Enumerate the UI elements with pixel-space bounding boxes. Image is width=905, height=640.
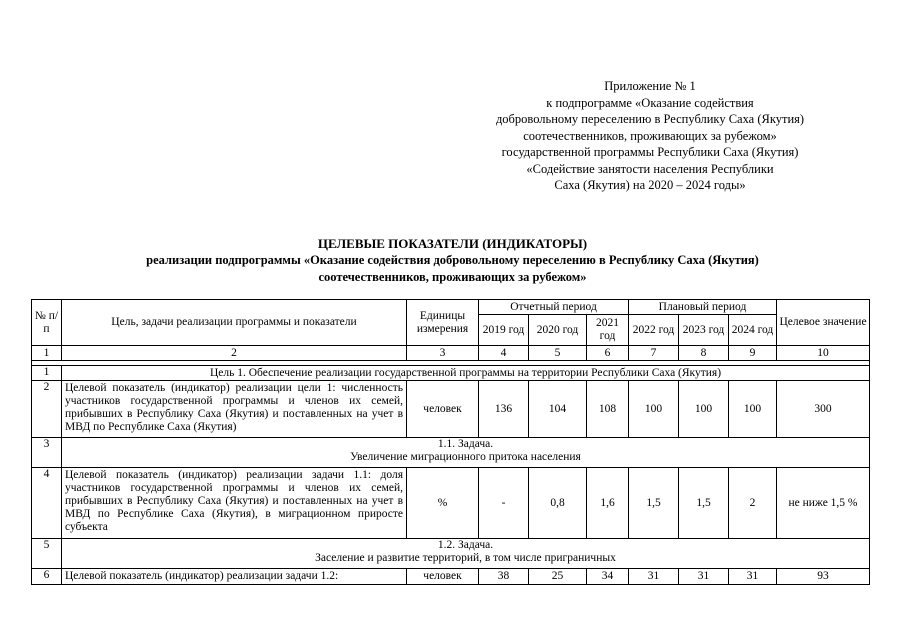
header-units: Единицы измерения <box>407 300 479 346</box>
header-year: 2020 год <box>529 315 587 346</box>
task-title: Увеличение миграционного притока населения <box>350 451 581 463</box>
document-subtitle-line-2: соотечественников, проживающих за рубежом» <box>318 270 587 284</box>
header-year: 2024 год <box>729 315 777 346</box>
appendix-line: «Содействие занятости населения Республики <box>526 161 774 176</box>
task-row <box>32 539 870 569</box>
value-cell: 31 <box>679 569 729 585</box>
col-number: 9 <box>729 346 777 361</box>
col-number: 8 <box>679 346 729 361</box>
value-cell: 100 <box>679 381 729 438</box>
indicator-text: Целевой показатель (индикатор) реализации цели 1: численность участников государственной программы и членов их семей, прибывших в Республику Саха (Якутия) и поставленных на учет в МВД по Республике Саха (Якутия) <box>62 381 407 438</box>
target-cell: не ниже 1,5 % <box>777 468 870 539</box>
appendix-line: Приложение № 1 <box>604 79 696 93</box>
value-cell: - <box>479 468 529 539</box>
col-number: 6 <box>587 346 629 361</box>
indicator-unit: человек <box>407 381 479 438</box>
value-cell: 38 <box>479 569 529 585</box>
appendix-line: добровольному переселению в Республику Саха (Якутия) <box>495 112 805 126</box>
indicators-table <box>31 299 870 585</box>
row-number: 1 <box>32 366 62 381</box>
value-cell: 100 <box>729 381 777 438</box>
header-reporting-period: Отчетный период <box>479 300 629 315</box>
task-heading <box>62 539 870 569</box>
task-number: 1.1. Задача. <box>437 438 494 450</box>
task-row <box>32 438 870 468</box>
column-number-row <box>32 346 870 361</box>
value-cell: 104 <box>529 381 587 438</box>
appendix-line: к подпрограмме «Оказание содействия <box>546 95 754 110</box>
header-year: 2023 год <box>679 315 729 346</box>
appendix-line: государственной программы Республики Саха (Якутия) <box>501 145 799 159</box>
header-year: 2022 год <box>629 315 679 346</box>
header-year: 2021 год <box>587 315 629 346</box>
document-title: ЦЕЛЕВЫЕ ПОКАЗАТЕЛИ (ИНДИКАТОРЫ) <box>317 236 588 251</box>
indicator-text: Целевой показатель (индикатор) реализации задачи 1.2: <box>62 569 407 585</box>
indicator-unit: % <box>407 468 479 539</box>
target-cell: 93 <box>777 569 870 585</box>
indicator-row <box>32 569 870 585</box>
value-cell: 108 <box>587 381 629 438</box>
header-row <box>32 300 870 315</box>
indicator-unit: человек <box>407 569 479 585</box>
col-number: 1 <box>32 346 62 361</box>
row-number: 3 <box>32 438 62 468</box>
row-number: 2 <box>32 381 62 438</box>
goal-row <box>32 366 870 381</box>
target-cell: 300 <box>777 381 870 438</box>
task-heading <box>62 438 870 468</box>
value-cell: 1,5 <box>629 468 679 539</box>
goal-text: Цель 1. Обеспечение реализации государственной программы на территории Республики Саха (Якутия) <box>62 366 870 381</box>
task-number: 1.2. Задача. <box>437 539 494 551</box>
document-subtitle-line-1: реализации подпрограммы «Оказание содействия добровольному переселению в Республику Саха (Якутия) <box>146 253 759 267</box>
value-cell: 0,8 <box>529 468 587 539</box>
indicator-row <box>32 468 870 539</box>
row-number: 4 <box>32 468 62 539</box>
value-cell: 34 <box>587 569 629 585</box>
col-number: 4 <box>479 346 529 361</box>
col-number: 3 <box>407 346 479 361</box>
col-number: 7 <box>629 346 679 361</box>
appendix-header <box>420 78 880 194</box>
value-cell: 2 <box>729 468 777 539</box>
value-cell: 1,5 <box>679 468 729 539</box>
value-cell: 31 <box>729 569 777 585</box>
value-cell: 31 <box>629 569 679 585</box>
header-num: № п/п <box>32 300 62 346</box>
col-number: 2 <box>62 346 407 361</box>
header-target: Целевое значение <box>777 300 870 346</box>
indicator-row <box>32 381 870 438</box>
col-number: 5 <box>529 346 587 361</box>
col-number: 10 <box>777 346 870 361</box>
header-planned-period: Плановый период <box>629 300 777 315</box>
header-goal: Цель, задачи реализации программы и показатели <box>62 300 407 346</box>
header-year: 2019 год <box>479 315 529 346</box>
appendix-line: соотечественников, проживающих за рубежом» <box>523 128 777 143</box>
row-number: 6 <box>32 569 62 585</box>
appendix-line: Саха (Якутия) на 2020 – 2024 годы» <box>554 178 746 192</box>
value-cell: 136 <box>479 381 529 438</box>
value-cell: 25 <box>529 569 587 585</box>
task-title: Заселение и развитие территорий, в том числе приграничных <box>315 552 616 564</box>
value-cell: 100 <box>629 381 679 438</box>
value-cell: 1,6 <box>587 468 629 539</box>
row-number: 5 <box>32 539 62 569</box>
indicator-text: Целевой показатель (индикатор) реализации задачи 1.1: доля участников государственной программы и членов их семей, прибывших в Республику Саха (Якутия) и поставленных на учет в МВД по Республике Саха (Якутия), в миграционном приросте субъекта <box>62 468 407 539</box>
